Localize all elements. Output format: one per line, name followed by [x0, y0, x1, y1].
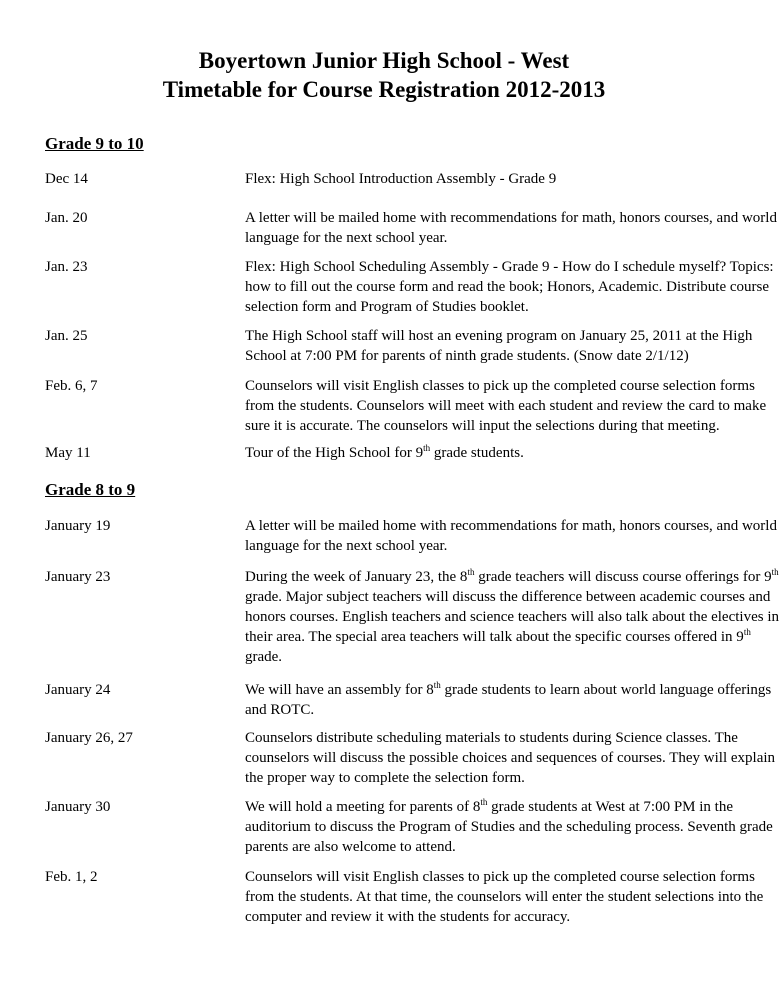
row-date: Jan. 23 [45, 259, 88, 275]
row-date: January 26, 27 [45, 730, 133, 746]
row-description: During the week of January 23, the 8th grade teachers will discuss course offerings for 9th grade. Major subject teachers will discuss the difference between academic courses and honors courses. English teachers and science teachers will also talk about the electives in their area. The special area teachers will talk about the specific courses offered in 9th grade. [245, 567, 779, 665]
section-heading-grade-8-to-9: Grade 8 to 9 [45, 480, 136, 499]
row-date: January 30 [45, 799, 111, 815]
ordinal-suffix: th [467, 567, 475, 577]
row-date: Jan. 25 [45, 328, 88, 344]
row-date: Dec 14 [45, 171, 88, 187]
ordinal-suffix: th [771, 567, 779, 577]
ordinal-suffix: th [743, 627, 751, 637]
row-description: We will hold a meeting for parents of 8th grade students at West at 7:00 PM in the auditorium to discuss the Program of Studies and the scheduling process. Seventh grade parents are also welcome to attend. [245, 797, 773, 855]
row-date: Feb. 6, 7 [45, 378, 98, 394]
row-date: Jan. 20 [45, 210, 88, 226]
row-description: We will have an assembly for 8th grade students to learn about world language offerings and ROTC. [245, 680, 772, 718]
ordinal-suffix: th [423, 443, 431, 453]
row-date: January 19 [45, 518, 111, 534]
row-description: Counselors will visit English classes to pick up the completed course selection forms from the students. At that time, the counselors will enter the student selections into the computer and review it with the students for accuracy. [245, 869, 764, 925]
document-title: Boyertown Junior High School - West [198, 48, 570, 73]
row-description: Flex: High School Scheduling Assembly - Grade 9 - How do I schedule myself? Topics: how to fill out the course form and read the book; Honors, Academic. Distribute course selection form and Program of Studies booklet. [245, 259, 774, 315]
row-date: May 11 [45, 445, 91, 461]
ordinal-suffix: th [433, 680, 441, 690]
row-description: Counselors distribute scheduling materials to students during Science classes. The counselors will discuss the possible choices and sequences of courses. They will explain the proper way to complete the selection form. [245, 730, 776, 786]
row-date: January 23 [45, 569, 111, 585]
section-heading-grade-9-to-10: Grade 9 to 10 [45, 134, 144, 153]
row-description: Counselors will visit English classes to pick up the completed course selection forms from the students. Counselors will meet with each student and review the card to make sure it is accurate. The counselors will input the selections during that meeting. [245, 378, 767, 434]
row-description: Flex: High School Introduction Assembly - Grade 9 [245, 171, 557, 187]
row-date: Feb. 1, 2 [45, 869, 98, 885]
document-subtitle: Timetable for Course Registration 2012-2013 [162, 77, 606, 102]
row-date: January 24 [45, 682, 111, 698]
row-description: A letter will be mailed home with recommendations for math, honors courses, and world language for the next school year. [245, 210, 777, 246]
row-description: The High School staff will host an evening program on January 25, 2011 at the High School at 7:00 PM for parents of ninth grade students. (Snow date 2/1/12) [245, 328, 753, 364]
row-description: A letter will be mailed home with recommendations for math, honors courses, and world language for the next school year. [245, 518, 777, 554]
row-description: Tour of the High School for 9th grade students. [245, 443, 524, 461]
ordinal-suffix: th [480, 797, 488, 807]
